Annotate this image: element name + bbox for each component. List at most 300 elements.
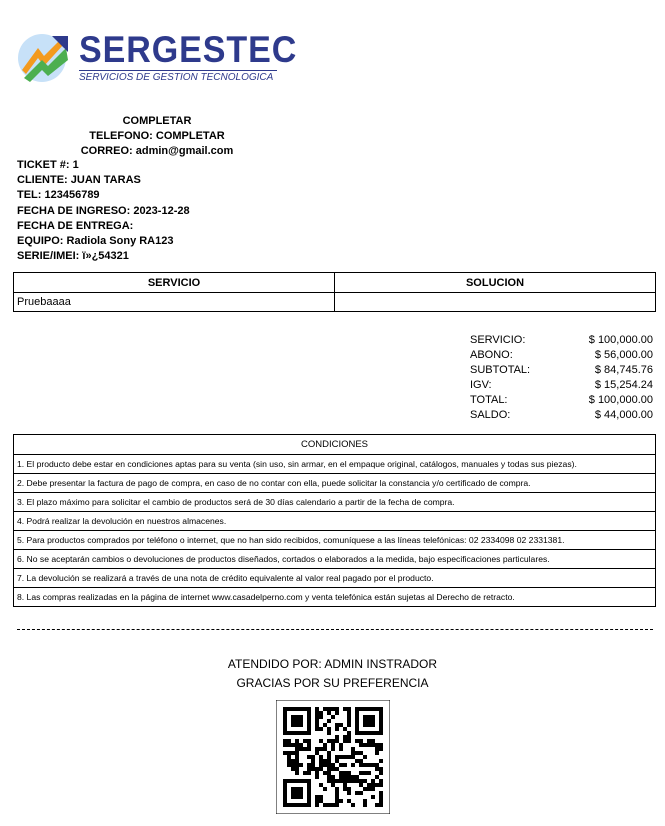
qr-module: [367, 723, 371, 727]
condition-item: 4. Podrá realizar la devolución en nuestros almacenes.: [14, 512, 655, 531]
qr-module: [347, 719, 351, 723]
qr-module: [291, 787, 295, 791]
service-table: [13, 272, 656, 312]
qr-module: [355, 791, 359, 795]
qr-module: [355, 739, 359, 743]
qr-module: [371, 723, 375, 727]
qr-module: [339, 775, 343, 779]
qr-module: [339, 799, 343, 803]
qr-module: [299, 779, 303, 783]
qr-module: [283, 743, 287, 747]
qr-module: [291, 715, 295, 719]
qr-module: [335, 711, 339, 715]
qr-module: [283, 795, 287, 799]
qr-module: [343, 707, 347, 711]
qr-module: [339, 743, 343, 747]
ticket-info: [17, 158, 190, 264]
qr-module: [283, 715, 287, 719]
qr-module: [351, 763, 355, 767]
qr-module: [351, 747, 355, 751]
qr-module: [367, 707, 371, 711]
dashed-divider: [17, 629, 653, 630]
qr-module: [363, 719, 367, 723]
qr-module: [379, 779, 383, 783]
qr-module: [363, 755, 367, 759]
sergestec-logo: [14, 30, 74, 86]
qr-module: [339, 771, 343, 775]
qr-module: [359, 779, 363, 783]
qr-module: [327, 739, 331, 743]
qr-module: [375, 775, 379, 779]
qr-module: [315, 775, 319, 779]
qr-module: [283, 791, 287, 795]
qr-module: [287, 803, 291, 807]
qr-module: [379, 803, 383, 807]
qr-module: [287, 755, 291, 759]
qr-module: [347, 711, 351, 715]
qr-module: [331, 767, 335, 771]
qr-module: [347, 791, 351, 795]
condition-item: 1. El producto debe estar en condiciones aptas para su venta (sin uso, sin armar, en el empaque original, catálogos, manuales y todas sus piezas).: [14, 455, 655, 474]
qr-module: [355, 731, 359, 735]
qr-module: [287, 763, 291, 767]
qr-module: [347, 723, 351, 727]
qr-module: [359, 739, 363, 743]
qr-module: [355, 719, 359, 723]
qr-module: [283, 731, 287, 735]
qr-module: [331, 707, 335, 711]
qr-module: [299, 743, 303, 747]
qr-module: [299, 723, 303, 727]
total-label: SALDO:: [470, 409, 511, 421]
qr-module: [347, 775, 351, 779]
header-solucion: SOLUCION: [335, 273, 656, 293]
qr-module: [295, 795, 299, 799]
qr-module: [331, 783, 335, 787]
qr-module: [355, 779, 359, 783]
qr-module: [367, 763, 371, 767]
qr-module: [327, 775, 331, 779]
qr-module: [295, 751, 299, 755]
qr-module: [379, 783, 383, 787]
qr-module: [299, 731, 303, 735]
qr-module: [315, 767, 319, 771]
qr-module: [315, 715, 319, 719]
qr-module: [375, 751, 379, 755]
qr-module: [327, 727, 331, 731]
qr-module: [287, 751, 291, 755]
qr-module: [307, 767, 311, 771]
qr-module: [311, 755, 315, 759]
qr-module: [331, 743, 335, 747]
qr-module: [335, 735, 339, 739]
qr-module: [283, 739, 287, 743]
qr-module: [367, 771, 371, 775]
condition-item: 2. Debe presentar la factura de pago de compra, en caso de no contar con ella, puede solicitar la constancia y/o certificado de compra.: [14, 474, 655, 493]
equipment: EQUIPO: Radiola Sony RA123: [17, 235, 174, 248]
qr-module: [323, 763, 327, 767]
qr-module: [363, 743, 367, 747]
qr-module: [307, 707, 311, 711]
totals-block: [470, 333, 653, 423]
header-servicio: SERVICIO: [14, 273, 335, 293]
qr-module: [347, 731, 351, 735]
qr-module: [315, 751, 319, 755]
qr-module: [327, 771, 331, 775]
qr-module: [315, 799, 319, 803]
qr-module: [371, 779, 375, 783]
qr-module: [323, 707, 327, 711]
qr-module: [295, 779, 299, 783]
qr-module: [347, 707, 351, 711]
qr-module: [307, 719, 311, 723]
qr-module: [359, 759, 363, 763]
qr-module: [307, 715, 311, 719]
qr-module: [299, 787, 303, 791]
qr-module: [339, 763, 343, 767]
qr-module: [351, 755, 355, 759]
qr-module: [379, 723, 383, 727]
qr-module: [307, 795, 311, 799]
qr-module: [335, 799, 339, 803]
total-label: ABONO:: [470, 349, 513, 361]
qr-module: [359, 771, 363, 775]
qr-module: [299, 763, 303, 767]
qr-module: [291, 779, 295, 783]
qr-module: [291, 803, 295, 807]
qr-module: [363, 771, 367, 775]
qr-module: [303, 803, 307, 807]
qr-module: [299, 747, 303, 751]
qr-module: [331, 779, 335, 783]
qr-module: [371, 715, 375, 719]
total-row-servicio: [470, 333, 653, 348]
total-label: SERVICIO:: [470, 334, 526, 346]
qr-module: [331, 763, 335, 767]
qr-module: [363, 715, 367, 719]
table-row: [14, 293, 656, 312]
qr-module: [379, 719, 383, 723]
qr-module: [351, 751, 355, 755]
qr-module: [347, 771, 351, 775]
qr-module: [327, 767, 331, 771]
qr-module: [375, 763, 379, 767]
brand-name: SERGESTEC: [79, 29, 298, 70]
qr-module: [363, 799, 367, 803]
total-value: $ 84,745.76: [594, 364, 653, 376]
qr-module: [371, 763, 375, 767]
company-email: CORREO: admin@gmail.com: [80, 145, 234, 157]
qr-module: [307, 771, 311, 775]
qr-module: [315, 707, 319, 711]
qr-module: [363, 731, 367, 735]
qr-module: [335, 795, 339, 799]
qr-module: [347, 787, 351, 791]
qr-module: [335, 755, 339, 759]
qr-module: [359, 751, 363, 755]
qr-module: [323, 771, 327, 775]
ticket-number: TICKET #: 1: [17, 159, 79, 171]
qr-module: [303, 747, 307, 751]
qr-module: [335, 759, 339, 763]
logo-text: [79, 30, 316, 84]
qr-module: [299, 715, 303, 719]
qr-module: [283, 799, 287, 803]
qr-module: [339, 747, 343, 751]
qr-module: [319, 755, 323, 759]
qr-module: [355, 751, 359, 755]
qr-module: [291, 719, 295, 723]
qr-module: [283, 779, 287, 783]
qr-module: [327, 779, 331, 783]
qr-module: [303, 779, 307, 783]
qr-module: [367, 787, 371, 791]
qr-module: [379, 795, 383, 799]
qr-module: [343, 727, 347, 731]
client-name: CLIENTE: JUAN TARAS: [17, 174, 141, 187]
qr-module: [367, 743, 371, 747]
qr-module: [343, 763, 347, 767]
qr-module: [327, 719, 331, 723]
qr-module: [291, 795, 295, 799]
qr-module: [307, 783, 311, 787]
qr-module: [315, 771, 319, 775]
qr-module: [367, 783, 371, 787]
qr-module: [299, 803, 303, 807]
qr-module: [283, 803, 287, 807]
qr-module: [327, 731, 331, 735]
qr-module: [351, 775, 355, 779]
qr-module: [327, 707, 331, 711]
total-value: $ 15,254.24: [594, 379, 653, 391]
qr-module: [315, 727, 319, 731]
qr-module: [307, 763, 311, 767]
qr-module: [363, 707, 367, 711]
qr-module: [283, 751, 287, 755]
qr-module: [379, 727, 383, 731]
qr-module: [315, 711, 319, 715]
qr-module: [363, 723, 367, 727]
qr-module: [287, 759, 291, 763]
qr-module: [359, 731, 363, 735]
delivery-date: FECHA DE ENTREGA:: [17, 219, 134, 232]
qr-module: [339, 755, 343, 759]
qr-module: [363, 803, 367, 807]
qr-module: [319, 795, 323, 799]
qr-module: [379, 767, 383, 771]
qr-module: [287, 731, 291, 735]
qr-module: [347, 799, 351, 803]
qr-module: [303, 731, 307, 735]
qr-module: [347, 715, 351, 719]
qr-module: [359, 783, 363, 787]
qr-module: [295, 759, 299, 763]
qr-module: [283, 719, 287, 723]
table-header-row: [14, 273, 656, 293]
qr-code: [276, 700, 390, 814]
company-contact: [0, 114, 314, 159]
qr-module: [323, 723, 327, 727]
qr-module: [335, 787, 339, 791]
qr-module: [375, 731, 379, 735]
condition-item: 3. El plazo máximo para solicitar el cambio de productos será de 30 días calendario a partir de la fecha de compra.: [14, 493, 655, 512]
qr-module: [367, 731, 371, 735]
conditions-box: [13, 434, 656, 607]
qr-module: [379, 731, 383, 735]
condition-item: 8. Las compras realizadas en la página de internet www.casadelperno.com y venta telefónica están sujetas al Derecho de retracto.: [17, 592, 515, 602]
qr-module: [355, 759, 359, 763]
brand-tagline: SERVICIOS DE GESTION TECNOLOGICA: [79, 70, 277, 84]
qr-module: [339, 723, 343, 727]
qr-module: [307, 743, 311, 747]
qr-module: [319, 767, 323, 771]
qr-module: [375, 747, 379, 751]
qr-module: [379, 711, 383, 715]
thanks-message: GRACIAS POR SU PREFERENCIA: [236, 676, 429, 690]
qr-module: [331, 747, 335, 751]
total-row-total: [470, 393, 653, 408]
qr-module: [379, 747, 383, 751]
qr-module: [303, 771, 307, 775]
qr-module: [319, 763, 323, 767]
qr-module: [343, 735, 347, 739]
qr-module: [307, 747, 311, 751]
qr-module: [379, 799, 383, 803]
qr-module: [287, 707, 291, 711]
qr-module: [347, 755, 351, 759]
qr-module: [319, 715, 323, 719]
qr-module: [323, 747, 327, 751]
qr-module: [307, 755, 311, 759]
total-value: $ 100,000.00: [588, 334, 653, 346]
qr-module: [295, 803, 299, 807]
qr-module: [291, 743, 295, 747]
qr-module: [347, 735, 351, 739]
qr-module: [315, 719, 319, 723]
qr-module: [295, 791, 299, 795]
total-value: $ 56,000.00: [594, 349, 653, 361]
qr-module: [287, 743, 291, 747]
condition-item: 6. No se aceptarán cambios o devoluciones de productos diseñados, cortados o elaborados a la medida, bajo especificaciones particulares.: [14, 550, 655, 569]
entry-date: FECHA DE INGRESO: 2023-12-28: [17, 204, 190, 217]
total-label: IGV:: [470, 379, 492, 391]
qr-module: [379, 791, 383, 795]
attended-by: ATENDIDO POR: ADMIN INSTRADOR: [227, 657, 438, 671]
qr-module: [319, 747, 323, 751]
qr-module: [351, 803, 355, 807]
qr-module: [379, 743, 383, 747]
qr-module: [307, 723, 311, 727]
qr-module: [327, 763, 331, 767]
qr-module: [323, 759, 327, 763]
qr-module: [315, 747, 319, 751]
qr-module: [291, 707, 295, 711]
qr-module: [371, 739, 375, 743]
qr-module: [367, 719, 371, 723]
conditions-title: CONDICIONES: [14, 435, 655, 455]
qr-module: [315, 803, 319, 807]
qr-module: [355, 727, 359, 731]
qr-module: [379, 707, 383, 711]
qr-module: [287, 739, 291, 743]
qr-module: [291, 767, 295, 771]
total-label: TOTAL:: [470, 394, 508, 406]
qr-module: [347, 739, 351, 743]
qr-module: [331, 775, 335, 779]
qr-module: [343, 771, 347, 775]
qr-module: [307, 787, 311, 791]
qr-module: [291, 751, 295, 755]
qr-module: [359, 791, 363, 795]
qr-module: [299, 795, 303, 799]
qr-module: [375, 783, 379, 787]
qr-module: [295, 767, 299, 771]
qr-module: [295, 731, 299, 735]
total-row-saldo: [470, 408, 653, 423]
qr-module: [295, 739, 299, 743]
qr-module: [319, 711, 323, 715]
qr-module: [295, 763, 299, 767]
qr-module: [335, 707, 339, 711]
qr-module: [283, 707, 287, 711]
qr-module: [307, 711, 311, 715]
qr-module: [371, 743, 375, 747]
qr-module: [335, 727, 339, 731]
condition-item: 5. Para productos comprados por teléfono o internet, que no han sido recibidos, comuníquese a las líneas telefónicas: 02 2334098 02 2331381.: [14, 531, 655, 550]
qr-module: [295, 707, 299, 711]
qr-module: [335, 779, 339, 783]
qr-module: [347, 779, 351, 783]
qr-module: [343, 783, 347, 787]
qr-module: [319, 783, 323, 787]
qr-module: [335, 791, 339, 795]
qr-module: [359, 707, 363, 711]
qr-module: [355, 707, 359, 711]
cell-solucion: [335, 293, 656, 312]
qr-module: [311, 763, 315, 767]
qr-module: [363, 779, 367, 783]
qr-module: [291, 763, 295, 767]
qr-module: [363, 763, 367, 767]
qr-module: [303, 739, 307, 743]
qr-module: [371, 787, 375, 791]
cell-servicio: Pruebaaaa: [14, 293, 335, 312]
qr-module: [343, 755, 347, 759]
qr-module: [307, 731, 311, 735]
qr-module: [299, 707, 303, 711]
qr-module: [327, 759, 331, 763]
qr-module: [295, 715, 299, 719]
qr-module: [291, 791, 295, 795]
qr-module: [335, 767, 339, 771]
company-name: COMPLETAR: [122, 115, 192, 127]
qr-module: [343, 775, 347, 779]
qr-module: [331, 739, 335, 743]
qr-module: [303, 707, 307, 711]
qr-module: [359, 743, 363, 747]
qr-module: [319, 799, 323, 803]
qr-module: [371, 731, 375, 735]
qr-module: [355, 715, 359, 719]
qr-module: [287, 779, 291, 783]
qr-module: [359, 763, 363, 767]
qr-module: [295, 723, 299, 727]
qr-module: [319, 759, 323, 763]
qr-module: [343, 779, 347, 783]
qr-module: [375, 803, 379, 807]
qr-module: [335, 803, 339, 807]
qr-module: [283, 711, 287, 715]
